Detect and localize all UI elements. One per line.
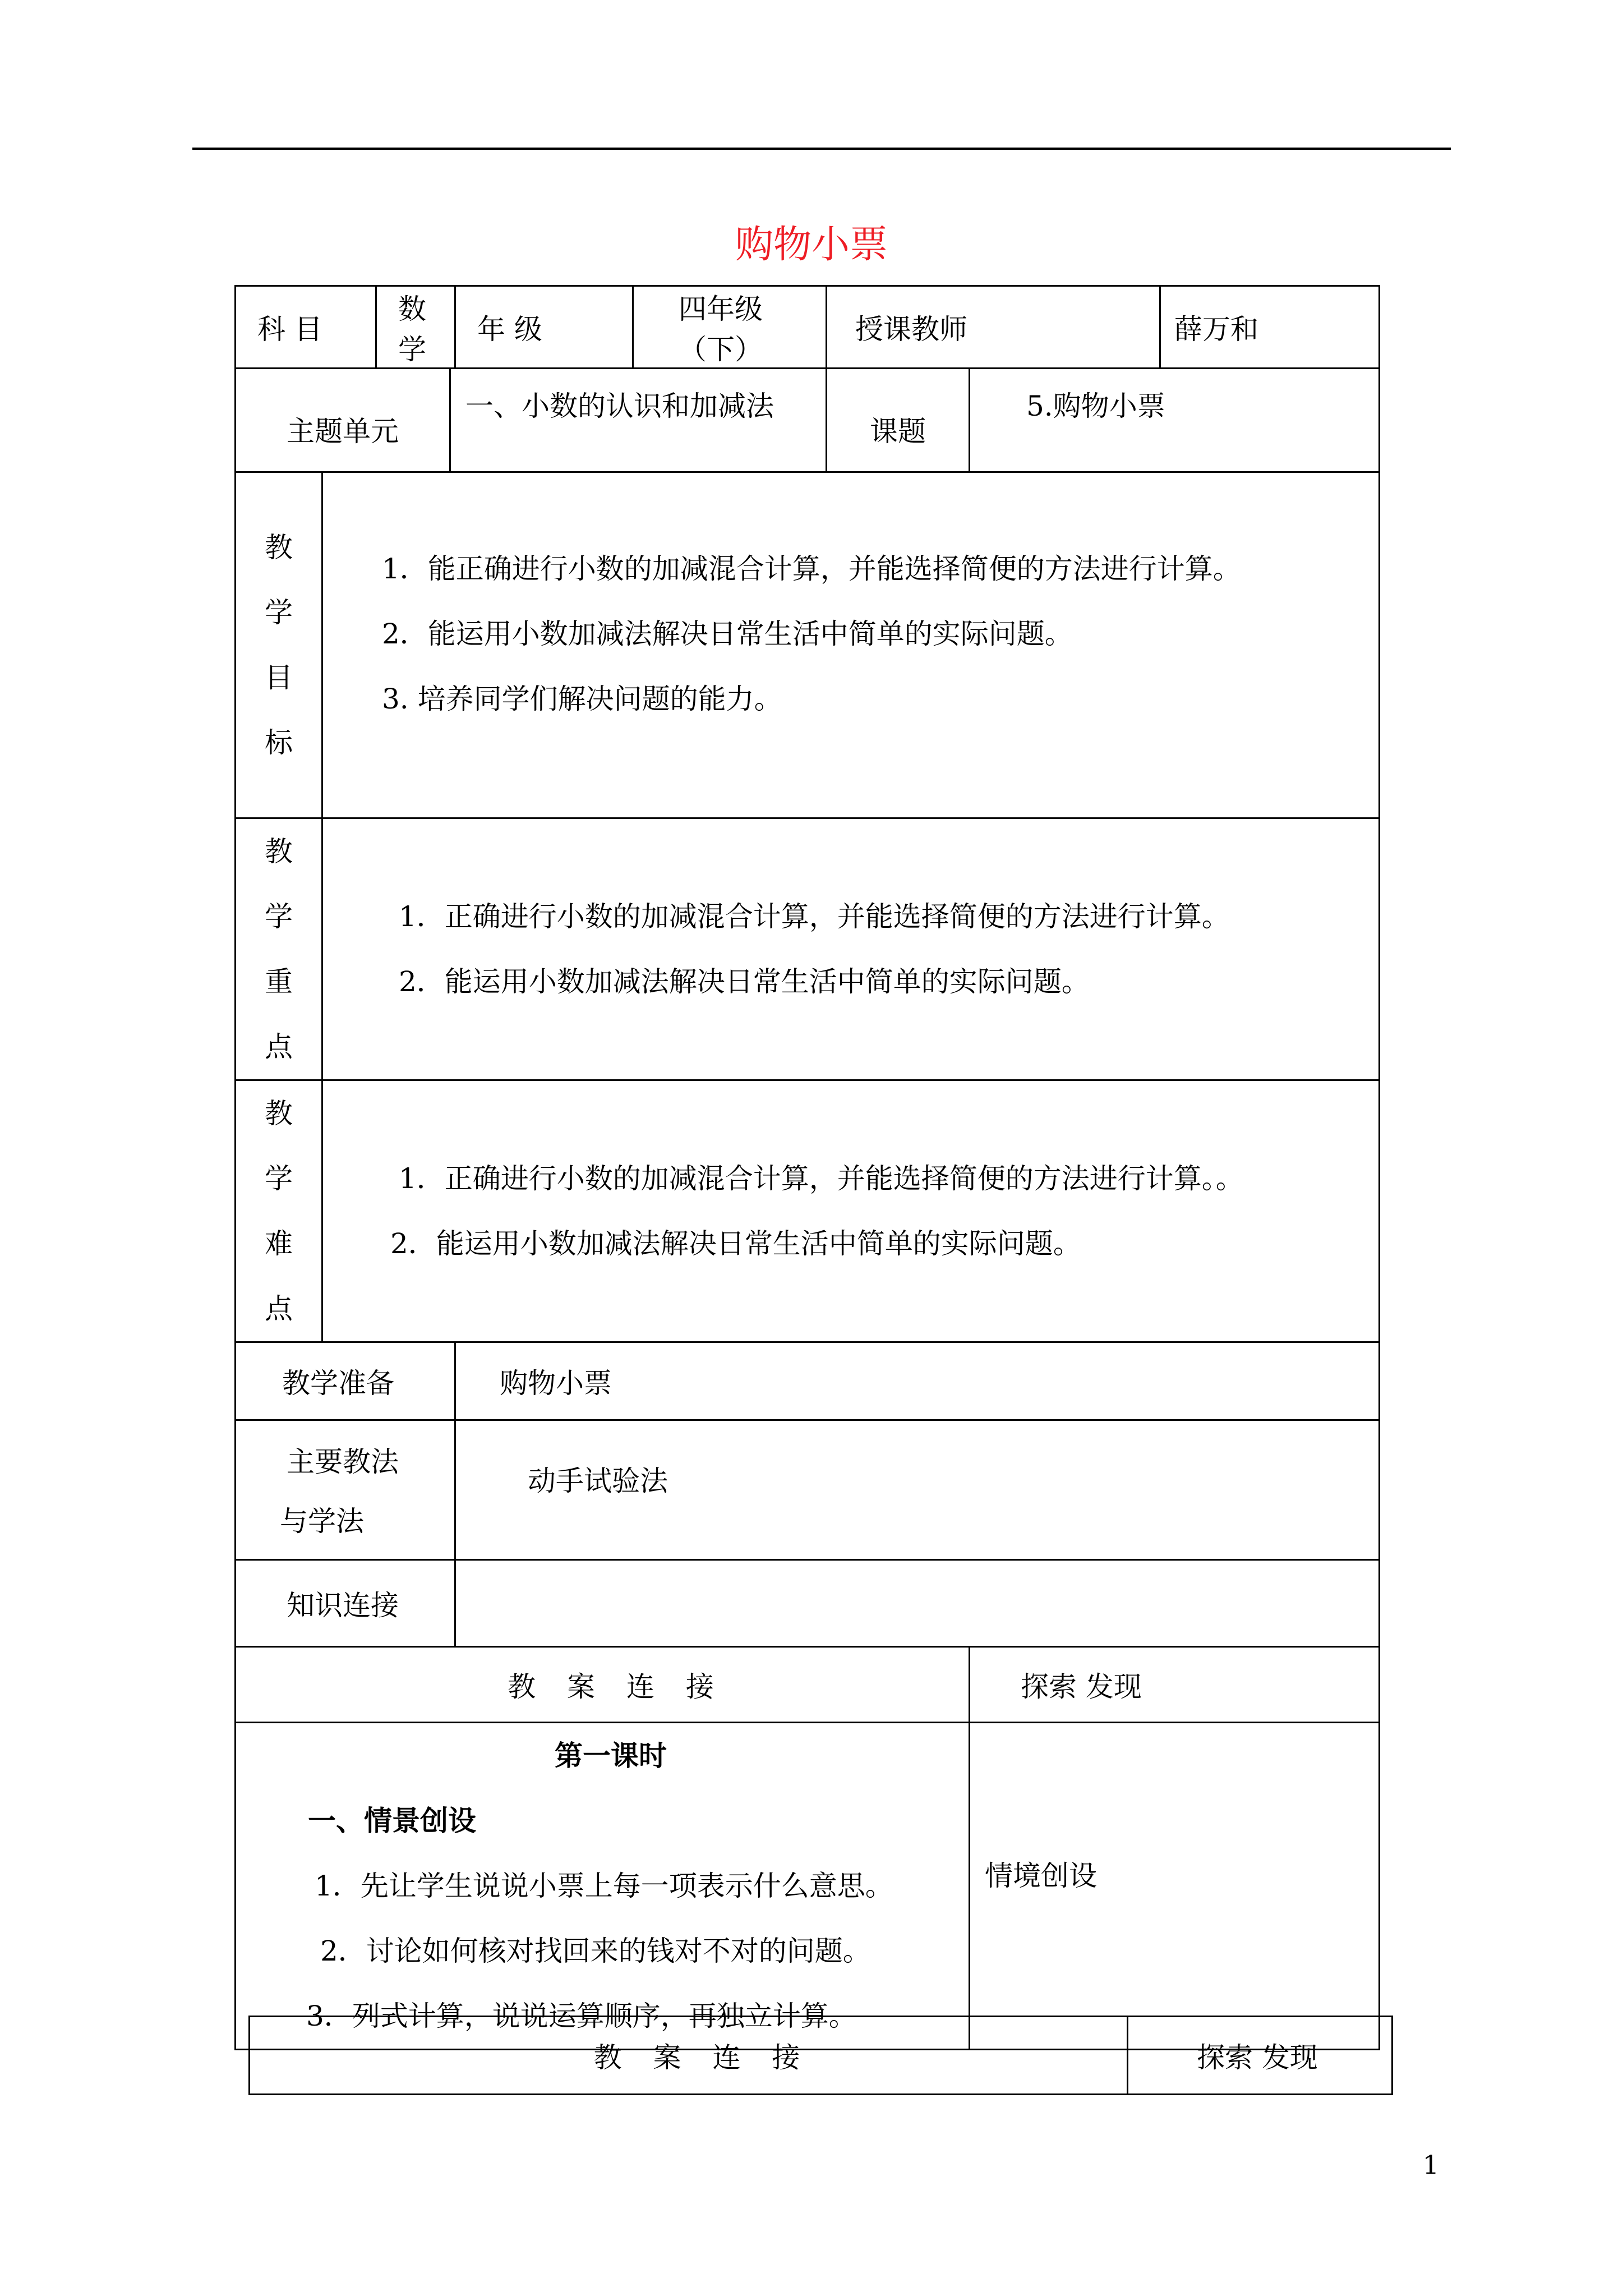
difficulties-row (236, 1080, 1380, 1342)
goal-item: 2．能运用小数加减法解决日常生活中简单的实际问题。 (382, 618, 1073, 650)
key-points-label-char: 教 (265, 835, 293, 868)
goals-content (322, 472, 1380, 818)
lesson-plan-table (234, 285, 1380, 2050)
unit-value: 一、小数的认识和加减法 (450, 369, 827, 472)
key-points-label-char: 学 (265, 900, 293, 933)
lesson-item: 1．先让学生说说小票上每一项表示什么意思。 (315, 1870, 893, 1902)
difficulties-label-char: 点 (265, 1292, 293, 1325)
key-points-label (236, 818, 322, 1080)
plan-header-row-2 (250, 2017, 1393, 2095)
lesson-side-note-text: 情境创设 (985, 1860, 1097, 1892)
methods-row (236, 1420, 1380, 1560)
plan-header-2-left: 教 案 连 接 (250, 2017, 1128, 2095)
lesson-content (236, 1723, 970, 2050)
subject-value: 数 学 (376, 286, 455, 369)
page-title: 购物小票 (735, 223, 888, 267)
methods-label-line: 主要教法 (287, 1446, 399, 1478)
lesson-period: 第一课时 (555, 1739, 667, 1772)
plan-header-row (236, 1647, 1380, 1723)
lesson-row (236, 1723, 1380, 2050)
knowledge-value (455, 1560, 1380, 1647)
goals-label (236, 472, 322, 818)
key-points-label-char: 重 (265, 965, 293, 998)
header-rule (192, 148, 1451, 150)
key-points-row (236, 818, 1380, 1080)
plan-header-left: 教 案 连 接 (236, 1647, 970, 1723)
goals-label-char: 教 (265, 531, 293, 564)
topic-label: 课题 (827, 369, 970, 472)
plan-header-right: 探索 发现 (970, 1647, 1380, 1723)
teacher-label: 授课教师 (827, 286, 1160, 369)
plan-header-2-right: 探索 发现 (1128, 2017, 1393, 2095)
info-row-2 (236, 369, 1380, 472)
plan-header-table (248, 2016, 1393, 2095)
teacher-value: 薛万和 (1160, 286, 1380, 369)
page-number: 1 (1422, 2150, 1439, 2180)
key-point-item: 1．正确进行小数的加减混合计算，并能选择简便的方法进行计算。 (399, 900, 1230, 933)
grade-label: 年 级 (455, 286, 633, 369)
goals-label-char: 标 (265, 726, 293, 759)
methods-value: 动手试验法 (455, 1420, 1380, 1560)
key-points-label-char: 点 (265, 1030, 293, 1063)
knowledge-label: 知识连接 (236, 1560, 455, 1647)
difficulty-item: 2．能运用小数加减法解决日常生活中简单的实际问题。 (390, 1227, 1081, 1260)
key-point-item: 2．能运用小数加减法解决日常生活中简单的实际问题。 (399, 965, 1090, 998)
lesson-item: 3．列式计算，说说运算顺序，再独立计算。 (306, 2000, 857, 2032)
grade-value: 四年级（下） (633, 286, 827, 369)
difficulties-label-char: 教 (265, 1097, 293, 1130)
lesson-item: 2．讨论如何核对找回来的钱对不对的问题。 (320, 1935, 871, 1967)
methods-label (236, 1420, 455, 1560)
knowledge-row (236, 1560, 1380, 1647)
topic-value: 5.购物小票 (970, 369, 1380, 472)
difficulties-content (322, 1080, 1380, 1342)
prep-label: 教学准备 (236, 1342, 455, 1420)
goals-label-char: 学 (265, 596, 293, 629)
goals-label-char: 目 (265, 661, 293, 694)
unit-label: 主题单元 (236, 369, 450, 472)
key-points-content (322, 818, 1380, 1080)
lesson-section: 一、情景创设 (308, 1804, 476, 1837)
prep-row (236, 1342, 1380, 1420)
difficulties-label (236, 1080, 322, 1342)
prep-value: 购物小票 (455, 1342, 1380, 1420)
methods-label-line: 与学法 (280, 1505, 364, 1538)
subject-label: 科 目 (236, 286, 376, 369)
difficulties-label-char: 学 (265, 1162, 293, 1195)
lesson-side-note (970, 1723, 1380, 2050)
goals-row (236, 472, 1380, 818)
goal-item: 1．能正确进行小数的加减混合计算，并能选择简便的方法进行计算。 (382, 553, 1241, 585)
difficulties-label-char: 难 (265, 1227, 293, 1260)
info-row-1 (236, 286, 1380, 369)
difficulty-item: 1．正确进行小数的加减混合计算，并能选择简便的方法进行计算。。 (399, 1162, 1244, 1195)
goal-item: 3. 培养同学们解决问题的能力。 (382, 683, 782, 715)
